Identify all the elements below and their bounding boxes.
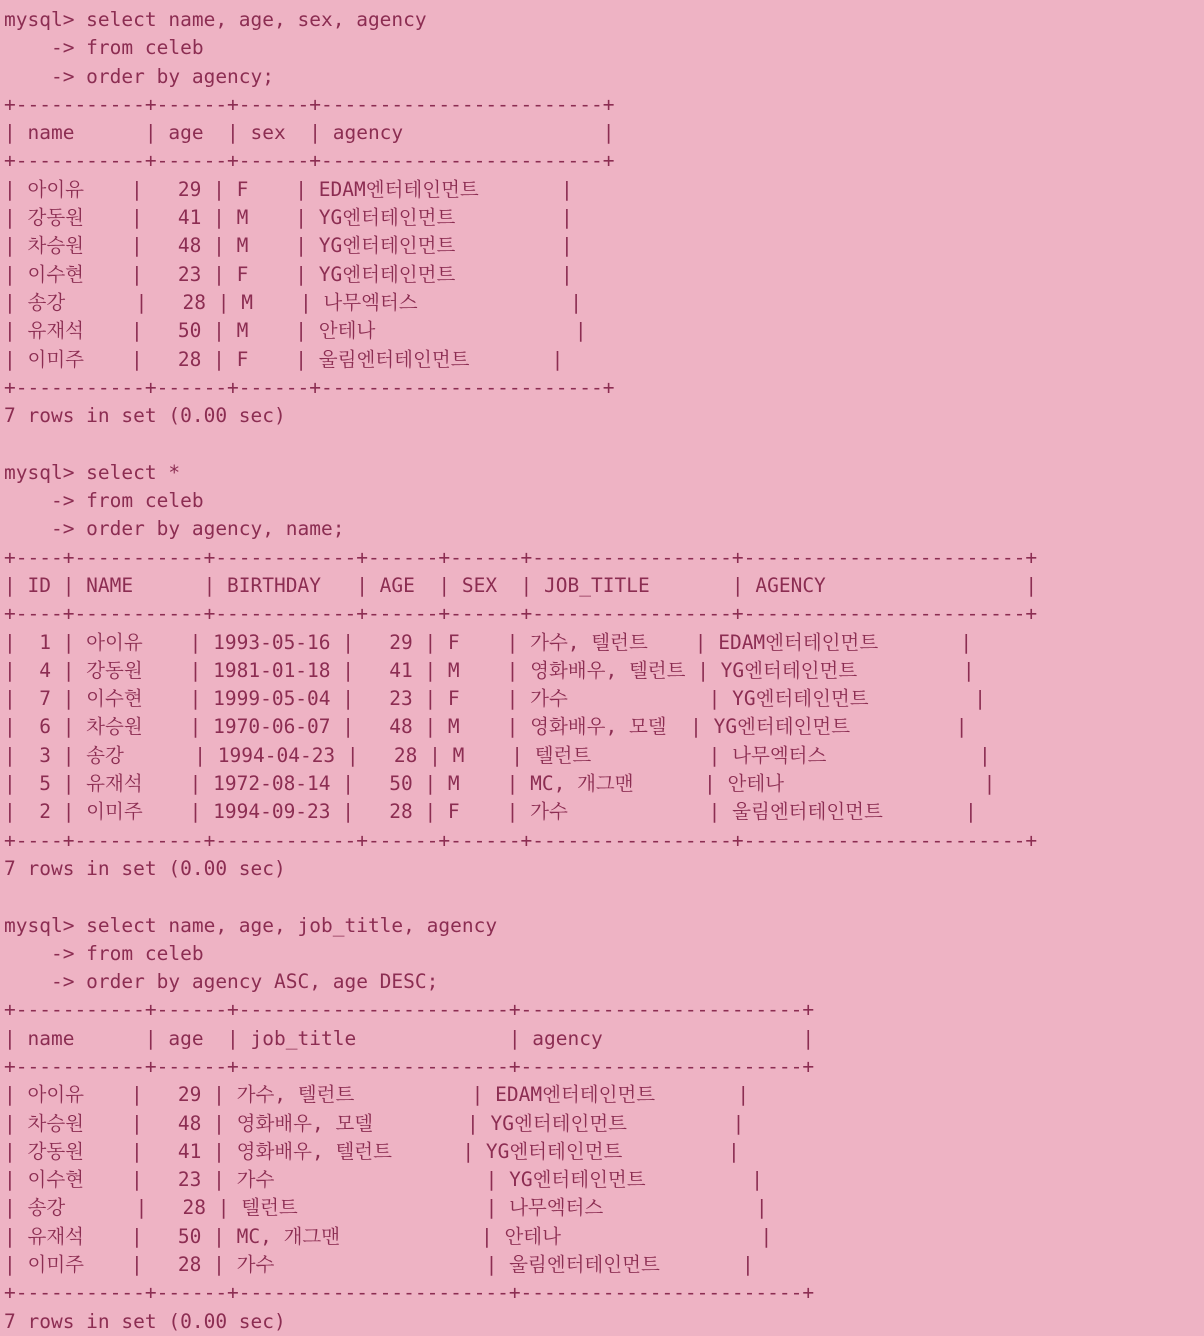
terminal-continuation-line: -> order by agency; xyxy=(4,64,275,88)
table-border-line: +-----------+------+-----------------------+------------------------+ xyxy=(4,1281,815,1305)
terminal-blank-line xyxy=(4,883,1204,911)
table-row: | 차승원 | 48 | 영화배우, 모델 | YG엔터테인먼트 | xyxy=(4,1111,745,1135)
table-row: | 유재석 | 50 | MC, 개그맨 | 안테나 | xyxy=(4,1224,773,1248)
terminal-prompt-line: mysql> select * xyxy=(4,460,181,484)
table-border-line: +----+-----------+------------+------+------+-----------------+------------------------+ xyxy=(4,828,1038,852)
table-border-line: +-----------+------+-----------------------+------------------------+ xyxy=(4,998,815,1022)
table-border-line: +----+-----------+------------+------+------+-----------------+------------------------+ xyxy=(4,545,1038,569)
table-row: | 이미주 | 28 | F | 울림엔터테인먼트 | xyxy=(4,347,564,371)
terminal-continuation-line: -> order by agency, name; xyxy=(4,517,345,541)
result-status-line: 7 rows in set (0.00 sec) xyxy=(4,404,286,428)
terminal-blank-line xyxy=(4,430,1204,458)
table-row: | 3 | 송강 | 1994-04-23 | 28 | M | 텔런트 | 나무엑터스 | xyxy=(4,743,991,767)
table-border-line: +----+-----------+------------+------+------+-----------------+------------------------+ xyxy=(4,602,1038,626)
table-row: | 1 | 아이유 | 1993-05-16 | 29 | F | 가수, 텔런트 | EDAM엔터테인먼트 | xyxy=(4,630,973,654)
table-row: | 아이유 | 29 | 가수, 텔런트 | EDAM엔터테인먼트 | xyxy=(4,1083,750,1107)
table-row: | 이미주 | 28 | 가수 | 울림엔터테인먼트 | xyxy=(4,1253,754,1277)
table-row: | name | age | sex | agency | xyxy=(4,121,615,145)
table-border-line: +-----------+------+------+------------------------+ xyxy=(4,149,615,173)
table-row: | ID | NAME | BIRTHDAY | AGE | SEX | JOB_TITLE | AGENCY | xyxy=(4,573,1038,597)
table-row: | 아이유 | 29 | F | EDAM엔터테인먼트 | xyxy=(4,177,573,201)
table-row: | 6 | 차승원 | 1970-06-07 | 48 | M | 영화배우, 모델 | YG엔터테인먼트 | xyxy=(4,715,968,739)
table-border-line: +-----------+------+------+------------------------+ xyxy=(4,375,615,399)
table-row: | 이수현 | 23 | 가수 | YG엔터테인먼트 | xyxy=(4,1168,763,1192)
terminal-prompt-line: mysql> select name, age, sex, agency xyxy=(4,8,427,31)
table-border-line: +-----------+------+------+------------------------+ xyxy=(4,92,615,116)
result-status-line: 7 rows in set (0.00 sec) xyxy=(4,1309,286,1333)
table-row: | 차승원 | 48 | M | YG엔터테인먼트 | xyxy=(4,234,573,258)
table-row: | 4 | 강동원 | 1981-01-18 | 41 | M | 영화배우, 텔런트 | YG엔터테인먼트 | xyxy=(4,658,975,682)
table-row: | 7 | 이수현 | 1999-05-04 | 23 | F | 가수 | YG엔터테인먼트 | xyxy=(4,687,987,711)
table-border-line: +-----------+------+-----------------------+------------------------+ xyxy=(4,1054,815,1078)
table-row: | 강동원 | 41 | 영화배우, 텔런트 | YG엔터테인먼트 | xyxy=(4,1139,740,1163)
table-row: | 이수현 | 23 | F | YG엔터테인먼트 | xyxy=(4,262,573,286)
table-row: | 5 | 유재석 | 1972-08-14 | 50 | M | MC, 개그맨 | 안테나 | xyxy=(4,772,996,796)
table-row: | 송강 | 28 | 텔런트 | 나무엑터스 | xyxy=(4,1196,768,1220)
terminal-continuation-line: -> from celeb xyxy=(4,489,204,513)
table-row: | 2 | 이미주 | 1994-09-23 | 28 | F | 가수 | 울림엔터테인먼트 | xyxy=(4,800,977,824)
terminal-prompt-line: mysql> select name, age, job_title, agency xyxy=(4,913,498,937)
table-row: | 유재석 | 50 | M | 안테나 | xyxy=(4,319,587,343)
result-status-line: 7 rows in set (0.00 sec) xyxy=(4,856,286,880)
terminal-continuation-line: -> order by agency ASC, age DESC; xyxy=(4,970,439,994)
terminal-continuation-line: -> from celeb xyxy=(4,36,204,60)
table-row: | 강동원 | 41 | M | YG엔터테인먼트 | xyxy=(4,206,573,230)
table-row: | 송강 | 28 | M | 나무엑터스 | xyxy=(4,290,582,314)
table-row: | name | age | job_title | agency | xyxy=(4,1026,815,1050)
terminal-continuation-line: -> from celeb xyxy=(4,941,204,965)
